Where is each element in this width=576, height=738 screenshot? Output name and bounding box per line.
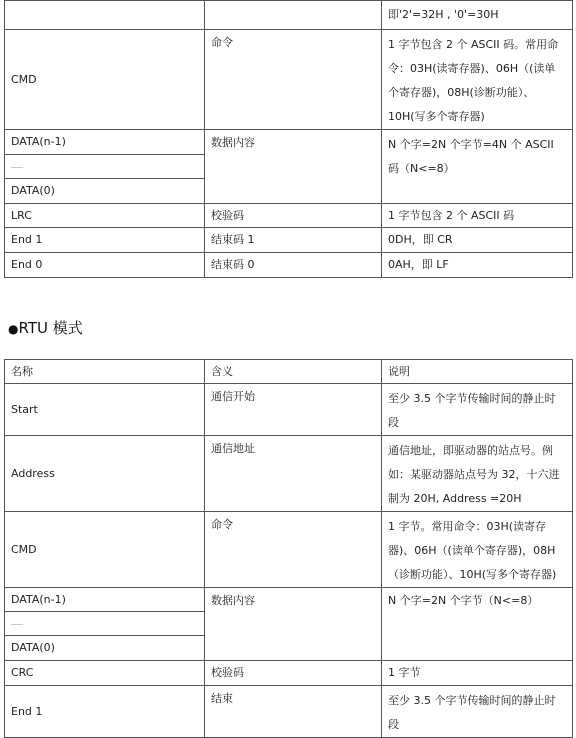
table-row (5, 436, 573, 512)
header-meaning: 含义 (205, 360, 382, 384)
desc-cell: 0DH，即 CR (382, 228, 573, 253)
name-cell: CMD (5, 512, 205, 588)
meaning-cell: 通信地址 (205, 436, 382, 512)
desc-cell: 至少 3.5 个字节传输时间的静止时段 (382, 686, 573, 738)
table-row (5, 686, 573, 738)
header-desc: 说明 (382, 360, 573, 384)
desc-cell: N 个字=2N 个字节（N<=8） (382, 588, 573, 661)
name-cell: CRC (5, 661, 205, 686)
table-row (5, 1, 573, 30)
meaning-cell: 命令 (205, 30, 382, 130)
meaning-cell: 结束码 1 (205, 228, 382, 253)
desc-cell: N 个字=2N 个字节=4N 个 ASCII 码（N<=8） (382, 130, 573, 204)
name-cell: DATA(0) (5, 636, 205, 661)
desc-cell: 至少 3.5 个字节传输时间的静止时段 (382, 384, 573, 436)
desc-cell: 1 字节包含 2 个 ASCII 码。常用命令：03H(读寄存器)、06H（(读单个寄存器)，08H(诊断功能）、10H(写多个寄存器) (382, 30, 573, 130)
meaning-cell: 校验码 (205, 204, 382, 228)
name-cell: DATA(n-1) (5, 588, 205, 612)
meaning-cell: 数据内容 (205, 130, 382, 204)
table-row (5, 512, 573, 588)
desc-cell: 通信地址，即驱动器的站点号。例如：某驱动器站点号为 32，十六进制为 20H, Address =20H (382, 436, 573, 512)
table-row (5, 204, 573, 228)
bullet-icon: ● (8, 322, 19, 336)
name-cell: DATA(n-1) (5, 130, 205, 155)
name-cell: …… (5, 155, 205, 179)
name-cell: End 1 (5, 228, 205, 253)
name-cell: End 0 (5, 253, 205, 278)
desc-cell: 1 字节 (382, 661, 573, 686)
table-row (5, 228, 573, 253)
name-cell: CMD (5, 30, 205, 130)
name-cell: DATA(0) (5, 179, 205, 204)
meaning-cell: 结束 (205, 686, 382, 738)
meaning-cell: 命令 (205, 512, 382, 588)
table-row (5, 30, 573, 130)
meaning-cell: 校验码 (205, 661, 382, 686)
table-row (5, 130, 573, 155)
meaning-cell: 数据内容 (205, 588, 382, 661)
table-row (5, 384, 573, 436)
desc-cell: 0AH，即 LF (382, 253, 573, 278)
meaning-cell: 通信开始 (205, 384, 382, 436)
name-cell: …… (5, 612, 205, 636)
table-row (5, 588, 573, 612)
name-cell (5, 1, 205, 30)
name-cell: Start (5, 384, 205, 436)
name-cell: LRC (5, 204, 205, 228)
table-row (5, 253, 573, 278)
desc-cell: 1 字节包含 2 个 ASCII 码 (382, 204, 573, 228)
name-cell: End 1 (5, 686, 205, 738)
name-cell: Address (5, 436, 205, 512)
rtu-frame-table (4, 359, 573, 738)
header-name: 名称 (5, 360, 205, 384)
rtu-mode-title: RTU 模式 (18, 319, 83, 337)
meaning-cell: 结束码 0 (205, 253, 382, 278)
desc-cell: 即'2'=32H , '0'=30H (382, 1, 573, 30)
desc-cell: 1 字节。常用命令：03H(读寄存器)、06H（(读单个寄存器)，08H（诊断功能）、10H(写多个寄存器) (382, 512, 573, 588)
rtu-mode-heading (8, 318, 83, 339)
table-header-row (5, 360, 573, 384)
table-row (5, 661, 573, 686)
meaning-cell (205, 1, 382, 30)
ascii-frame-table (4, 0, 573, 278)
